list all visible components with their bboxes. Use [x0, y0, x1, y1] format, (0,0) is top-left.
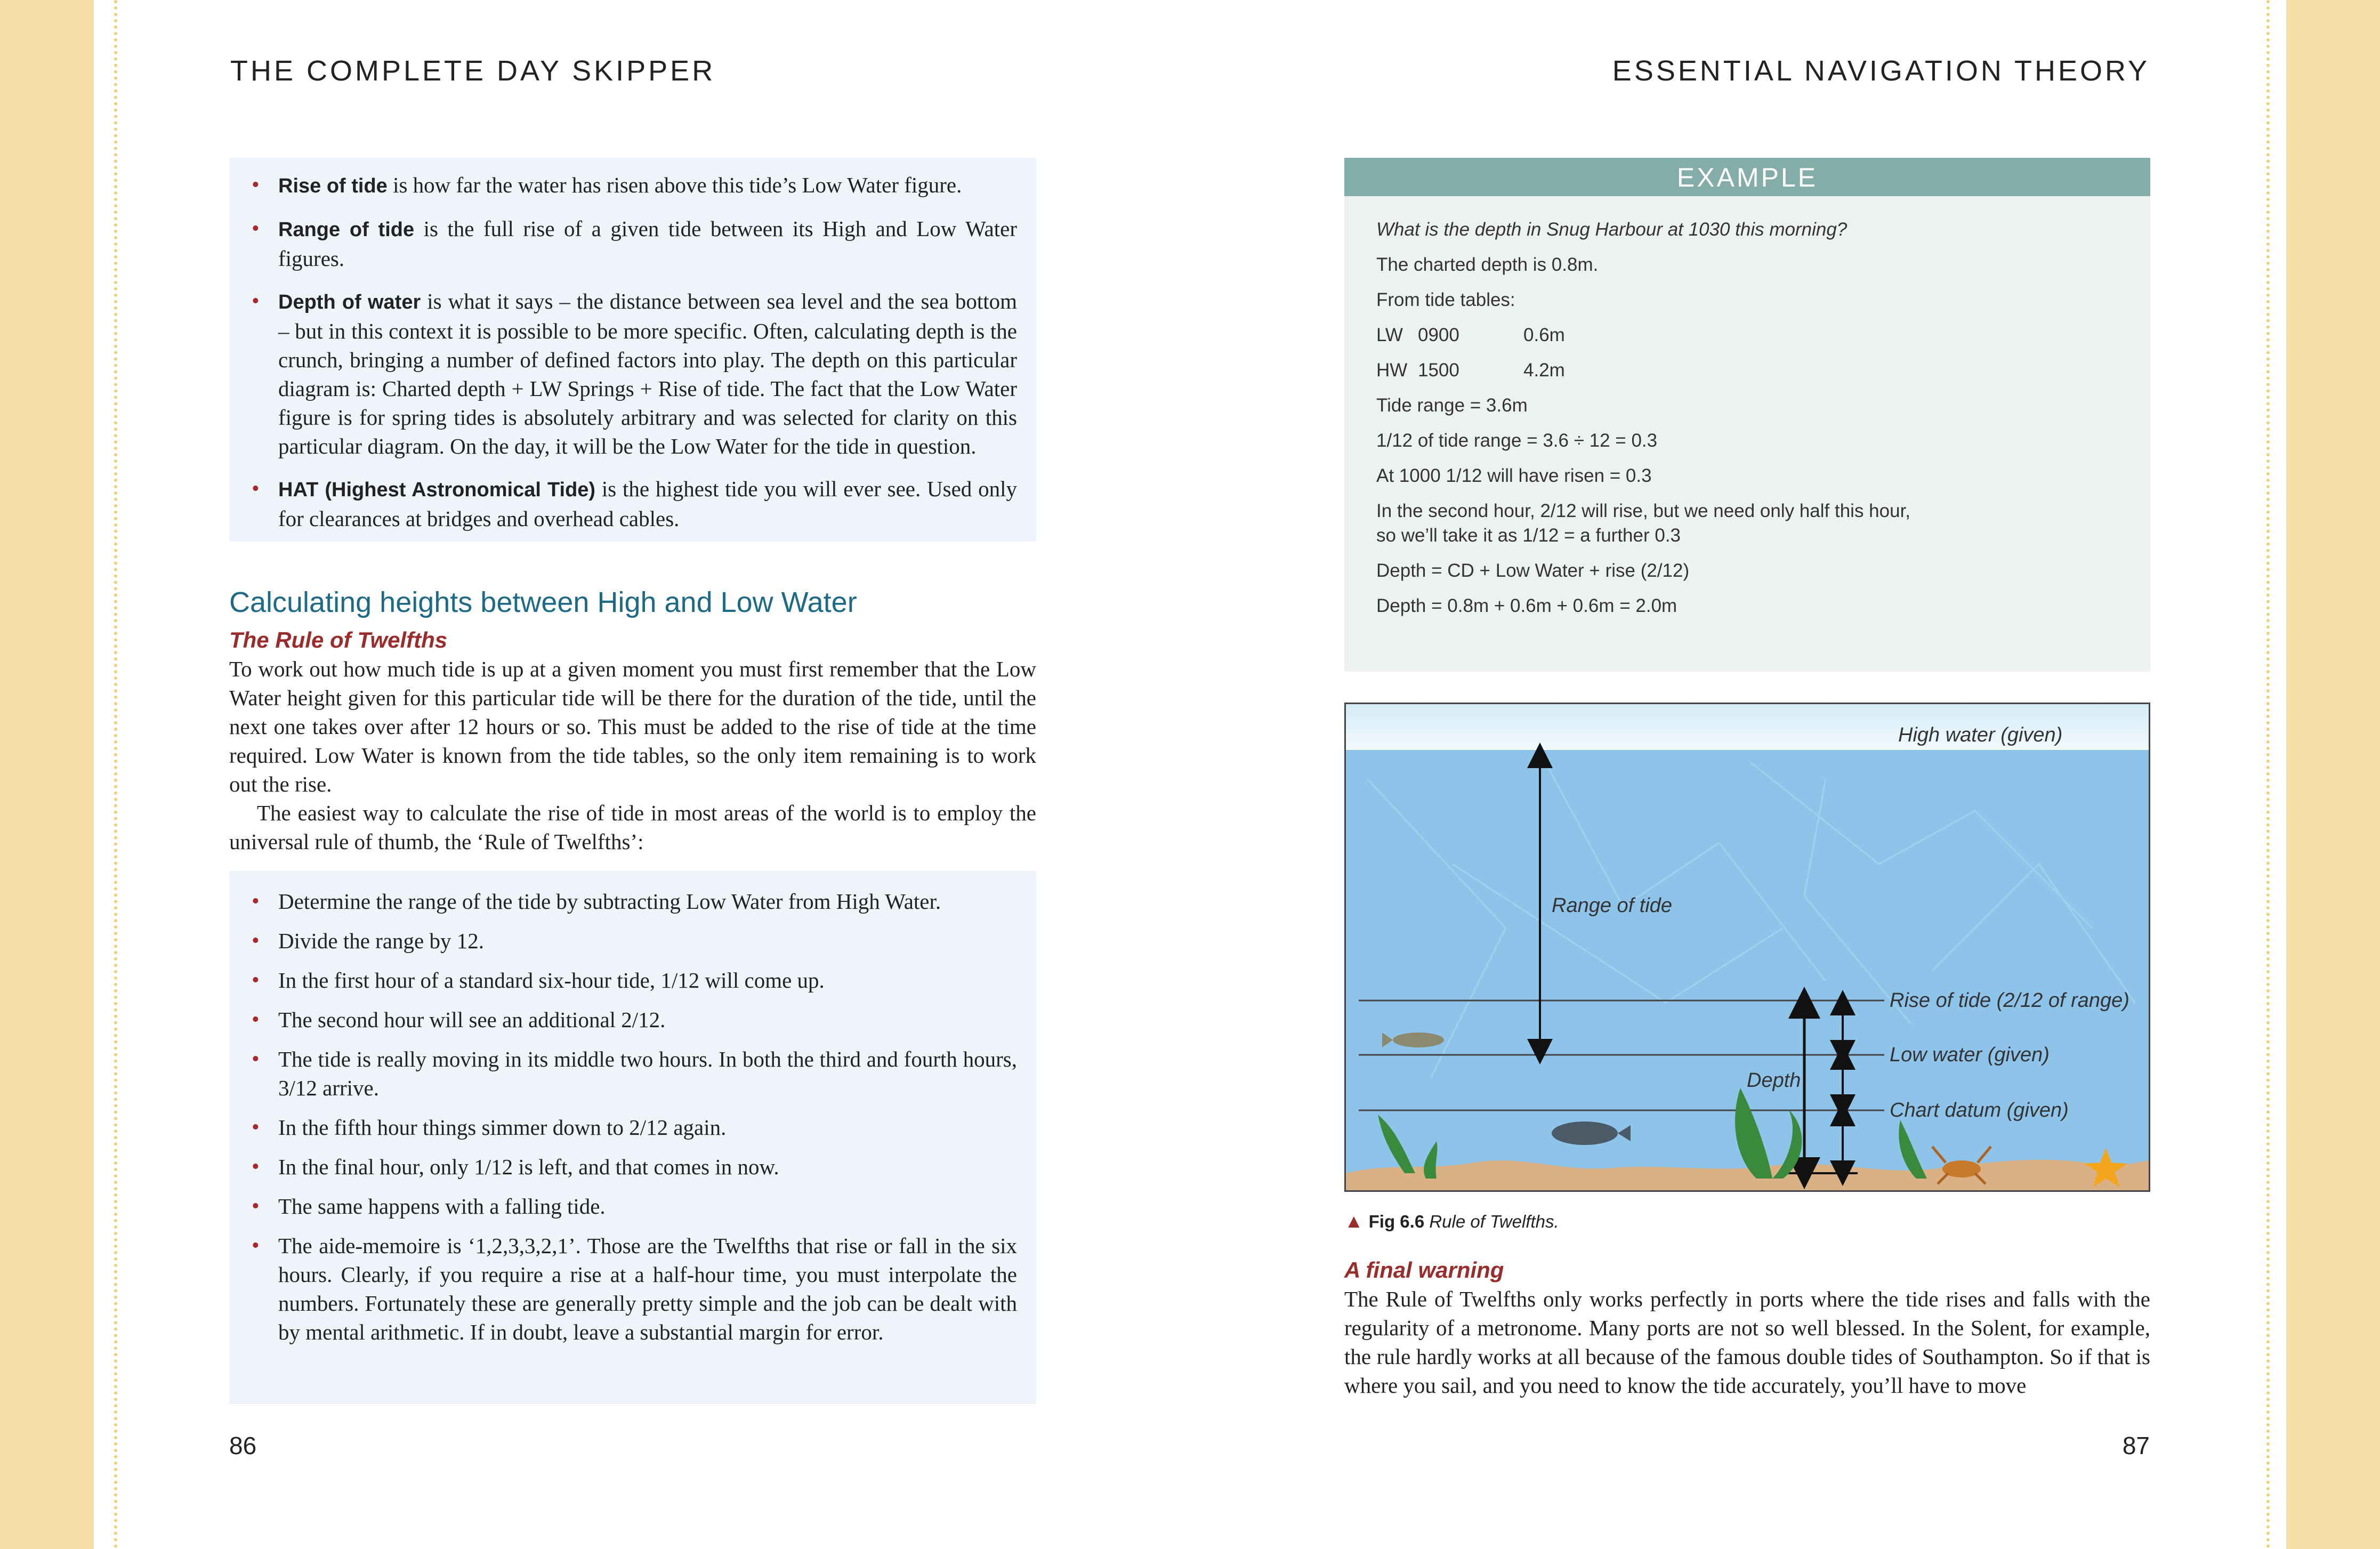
example-line: 1/12 of tide range = 3.6 ÷ 12 = 0.3	[1376, 430, 1658, 451]
section-subtitle: The Rule of Twelfths	[229, 627, 448, 652]
label-range: Range of tide	[1552, 894, 1673, 917]
left-page	[229, 158, 1036, 1404]
right-page	[1344, 158, 2150, 1400]
definition-item: • HAT (Highest Astronomical Tide) is the highest tide you will ever see. Used only for clearances at bridges and overhead cables.	[247, 474, 1017, 533]
section-title: Calculating heights between High and Low Water	[229, 586, 857, 618]
rule-item: • The tide is really moving in its middle two hours. In both the third and fourth hours, 3/12 arrive.	[247, 1045, 1017, 1102]
running-head-left: THE COMPLETE DAY SKIPPER	[230, 55, 716, 87]
rule-item: • The aide-memoire is ‘1,2,3,3,2,1’. Those are the Twelfths that rise or fall in the six hours. Clearly, if you require a rise at a half-hour time, you must interpolate the numbers. Fortunately these are generally pretty simple and the job can be dealt with by mental arithmetic. If in doubt, leave a substantial margin for error.	[247, 1231, 1017, 1346]
example-hw-row: HW 1500 4.2m	[1376, 360, 1565, 381]
label-high-water: High water (given)	[1898, 724, 2063, 746]
left-page-margin	[0, 0, 94, 1549]
example-line: Tide range = 3.6m	[1376, 395, 1528, 416]
left-dotted-rule	[114, 0, 117, 1549]
right-page-margin	[2286, 0, 2380, 1549]
label-rise: Rise of tide (2/12 of range)	[1890, 989, 2129, 1012]
label-depth: Depth	[1747, 1069, 1801, 1092]
rule-item: • The second hour will see an additional 2/12.	[247, 1005, 1017, 1034]
definition-item: • Rise of tide is how far the water has risen above this tide’s Low Water figure.	[247, 171, 1017, 200]
rules-box	[229, 871, 1036, 1404]
rule-item: • Divide the range by 12.	[247, 926, 1017, 955]
label-chart-datum: Chart datum (given)	[1890, 1099, 2069, 1122]
example-heading: EXAMPLE	[1344, 158, 2150, 196]
example-line: In the second hour, 2/12 will rise, but we need only half this hour, so we’ll take it as 1/12 = a further 0.3	[1376, 501, 1911, 546]
example-lw-row: LW 0900 0.6m	[1376, 325, 1565, 345]
running-head-right: ESSENTIAL NAVIGATION THEORY	[1612, 55, 2150, 87]
example-line: The charted depth is 0.8m.	[1376, 254, 1599, 275]
example-box	[1344, 196, 2150, 672]
rule-item: • In the first hour of a standard six-hour tide, 1/12 will come up.	[247, 966, 1017, 995]
page-number-right: 87	[2122, 1432, 2150, 1459]
definition-item: • Range of tide is the full rise of a given tide between its High and Low Water figures.	[247, 214, 1017, 273]
figure-caption: ▲ Fig 6.6 Rule of Twelfths.	[1344, 1210, 1559, 1232]
warning-paragraph: The Rule of Twelfths only works perfectly in ports where the tide rises and falls with the regularity of a metronome. Many ports are not so well blessed. In the Solent, for example, the rule hardly works at all because of the famous double tides of Southampton. So if that is where you sail, and you need to know the tide accurately, you’ll have to move	[1344, 1287, 2150, 1398]
definitions-box	[229, 158, 1036, 542]
rule-item: • The same happens with a falling tide.	[247, 1192, 1017, 1221]
rule-item: • In the final hour, only 1/12 is left, and that comes in now.	[247, 1152, 1017, 1181]
fish-small	[1393, 1032, 1444, 1047]
warning-title: A final warning	[1344, 1257, 1504, 1282]
rule-item: • Determine the range of the tide by subtracting Low Water from High Water.	[247, 887, 1017, 916]
caption-arrow-icon: ▲	[1344, 1210, 1364, 1232]
example-result: Depth = 0.8m + 0.6m + 0.6m = 2.0m	[1376, 595, 1677, 616]
body-paragraph: The easiest way to calculate the rise of tide in most areas of the world is to employ the universal rule of thumb, the ‘Rule of Twelfths’:	[229, 801, 1036, 854]
body-paragraph: To work out how much tide is up at a given moment you must first remember that the Low Water height given for this particular tide will be there for the duration of the tide, until the next one takes over after 12 hours or so. This must be added to the rise of tide at the time required. Low Water is known from the tide tables, so the only item remaining is to work out the rise.	[229, 657, 1036, 796]
example-line: At 1000 1/12 will have risen = 0.3	[1376, 465, 1652, 486]
rule-of-twelfths-diagram	[1344, 703, 2150, 1192]
right-dotted-rule	[2266, 0, 2270, 1549]
rule-item: • In the fifth hour things simmer down to 2/12 again.	[247, 1113, 1017, 1142]
label-low-water: Low water (given)	[1890, 1044, 2050, 1066]
page-number-left: 86	[229, 1432, 257, 1459]
example-line: From tide tables:	[1376, 289, 1515, 310]
definition-item: • Depth of water is what it says – the distance between sea level and the sea bottom – but in this context it is possible to be more specific. Often, calculating depth is the crunch, bringing a number of defined factors into play. The depth on this particular diagram is: Charted depth + LW Springs + Rise of tide. The fact that the Low Water figure is for spring tides is absolutely arbitrary and was selected for clarity on this particular diagram. On the day, it will be the Low Water for the tide in question.	[247, 287, 1017, 461]
example-line: Depth = CD + Low Water + rise (2/12)	[1376, 560, 1690, 581]
fish-dark	[1552, 1122, 1618, 1145]
example-question: What is the depth in Snug Harbour at 1030 this morning?	[1376, 219, 1847, 240]
